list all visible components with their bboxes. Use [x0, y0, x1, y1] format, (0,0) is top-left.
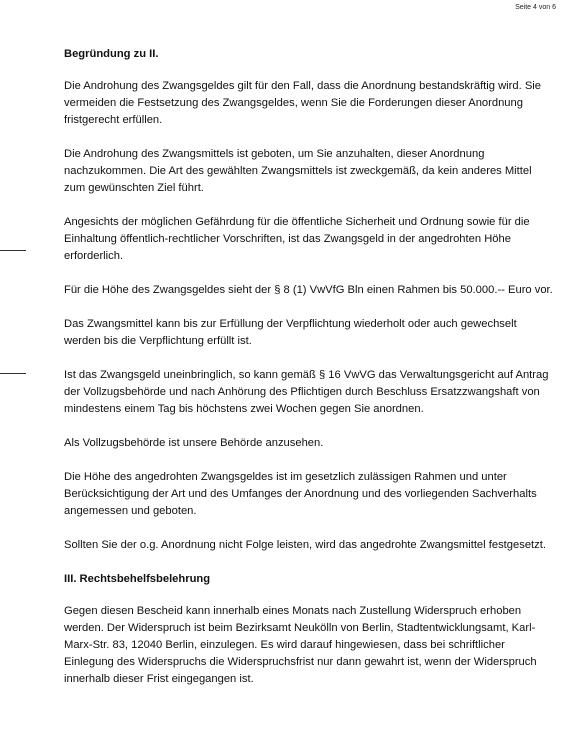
paragraph: Ist das Zwangsgeld uneinbringlich, so kann gemäß § 16 VwVG das Verwaltungsgericht auf Antrag der Vollzugsbehörde und nach Anhörung des Pflichtigen durch Beschluss Ersatzzwangshaft von mindestens einem Tag bis höchstens zwei Wochen gegen Sie anordnen. — [64, 369, 549, 415]
paragraph: Die Höhe des angedrohten Zwangsgeldes ist im gesetzlich zulässigen Rahmen und unter Berücksichtigung der Art und des Umfanges der Anordnung und des vorliegenden Sachverhalts angemessen und geboten. — [64, 471, 537, 517]
paragraph: Angesichts der möglichen Gefährdung für die öffentliche Sicherheit und Ordnung sowie für die Einhaltung öffentlich-rechtlicher Vorschriften, ist das Zwangsgeld in der angedrohten Höhe erforderlich. — [64, 216, 530, 262]
paragraph: Das Zwangsmittel kann bis zur Erfüllung der Verpflichtung wiederholt oder auch gewechselt werden bis die Verpflichtung erfüllt ist. — [64, 318, 517, 347]
fold-mark — [0, 250, 26, 251]
paragraph: Für die Höhe des Zwangsgeldes sieht der § 8 (1) VwVfG Bln einen Rahmen bis 50.000.-- Euro vor. — [64, 284, 553, 296]
section-heading-rechtsbehelf: III. Rechtsbehelfsbelehrung — [64, 573, 211, 585]
paragraph: Gegen diesen Bescheid kann innerhalb eines Monats nach Zustellung Widerspruch erhoben werden. Der Widerspruch ist beim Bezirksamt Neukölln von Berlin, Stadtentwicklungsamt, Karl-Marx-Str. 83, 12040 Berlin, einzulegen. Es wird darauf hingewiesen, dass bei schriftlicher Einlegung des Widerspruchs die Widerspruchsfrist nur dann gewahrt ist, wenn der Widerspruch innerhalb dieser Frist eingegangen ist. — [64, 605, 537, 685]
paragraph: Sollten Sie der o.g. Anordnung nicht Folge leisten, wird das angedrohte Zwangsmittel festgesetzt. — [64, 539, 546, 551]
document-body — [64, 46, 554, 705]
punch-mark — [0, 373, 26, 374]
paragraph: Die Androhung des Zwangsmittels ist geboten, um Sie anzuhalten, dieser Anordnung nachzukommen. Die Art des gewählten Zwangsmittels ist zweckgemäß, da kein anderes Mittel zum gewünschten Ziel führt. — [64, 148, 532, 194]
section-heading-begruendung: Begründung zu II. — [64, 48, 159, 60]
paragraph: Die Androhung des Zwangsgeldes gilt für den Fall, dass die Anordnung bestandskräftig wird. Sie vermeiden die Festsetzung des Zwangsgeldes, wenn Sie die Forderungen dieser Anordnung fristgerecht erfüllen. — [64, 80, 541, 126]
page-number: Seite 4 von 6 — [515, 4, 556, 11]
paragraph: Als Vollzugsbehörde ist unsere Behörde anzusehen. — [64, 437, 324, 449]
